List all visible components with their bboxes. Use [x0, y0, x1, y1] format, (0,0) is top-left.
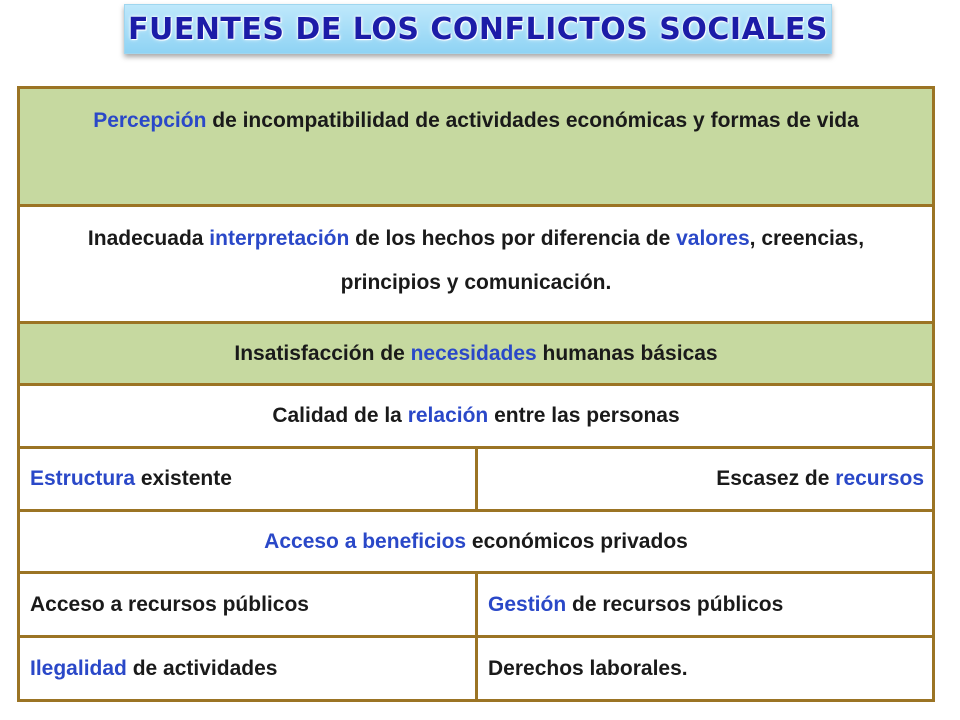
- table-cell: [20, 89, 932, 204]
- table-row-illegality-rights: [20, 638, 932, 699]
- table-row-interpretation: [20, 207, 932, 324]
- highlight-text: valores: [676, 227, 750, 250]
- table-row-structure-resources: [20, 449, 932, 512]
- cell-text: Insatisfacción de: [234, 341, 411, 365]
- highlight-text: Acceso a beneficios: [264, 529, 467, 553]
- cell-text: Calidad de la: [272, 404, 408, 427]
- table-cell-right: [478, 449, 932, 509]
- cell-text: Inadecuada: [87, 227, 210, 250]
- conflict-sources-table: [17, 86, 935, 702]
- table-row-needs: [20, 324, 932, 386]
- cell-text: de incompatibilidad de actividades económicas y formas de vida: [206, 109, 859, 132]
- cell-text: de recursos públicos: [566, 592, 784, 616]
- table-cell: [20, 207, 932, 321]
- cell-text: entre las personas: [488, 404, 680, 427]
- cell-text: de los hechos por diferencia de: [349, 227, 677, 250]
- highlight-text: necesidades: [410, 341, 537, 365]
- table-row-public-resources: [20, 574, 932, 638]
- cell-text: humanas básicas: [536, 341, 718, 365]
- table-cell-left: [20, 574, 478, 635]
- highlight-text: recursos: [835, 467, 924, 490]
- table-cell: [20, 324, 932, 383]
- page-title: FUENTES DE LOS CONFLICTOS SOCIALES: [127, 11, 829, 47]
- cell-text: Derechos laborales.: [488, 656, 688, 680]
- cell-text: económicos privados: [466, 529, 688, 553]
- highlight-text: Percepción: [93, 109, 207, 132]
- cell-text: existente: [135, 467, 232, 490]
- title-banner: [124, 4, 832, 54]
- highlight-text: interpretación: [209, 227, 350, 250]
- table-cell: [20, 386, 932, 446]
- highlight-text: relación: [407, 404, 489, 427]
- table-cell: [20, 512, 932, 571]
- cell-text: Escasez de: [716, 467, 836, 490]
- highlight-text: Ilegalidad: [30, 656, 127, 680]
- cell-text: , creencias, principios y comunicación.: [340, 227, 865, 294]
- table-cell-right: [478, 574, 932, 635]
- highlight-text: Estructura: [30, 467, 136, 490]
- cell-text: de actividades: [126, 656, 278, 680]
- highlight-text: Gestión: [488, 592, 567, 616]
- table-cell-right: [478, 638, 932, 699]
- cell-text: Acceso a recursos públicos: [30, 592, 309, 616]
- table-cell-left: [20, 449, 478, 509]
- table-row-relationship: [20, 386, 932, 449]
- table-cell-left: [20, 638, 478, 699]
- table-row-perception: [20, 89, 932, 207]
- table-row-benefits: [20, 512, 932, 574]
